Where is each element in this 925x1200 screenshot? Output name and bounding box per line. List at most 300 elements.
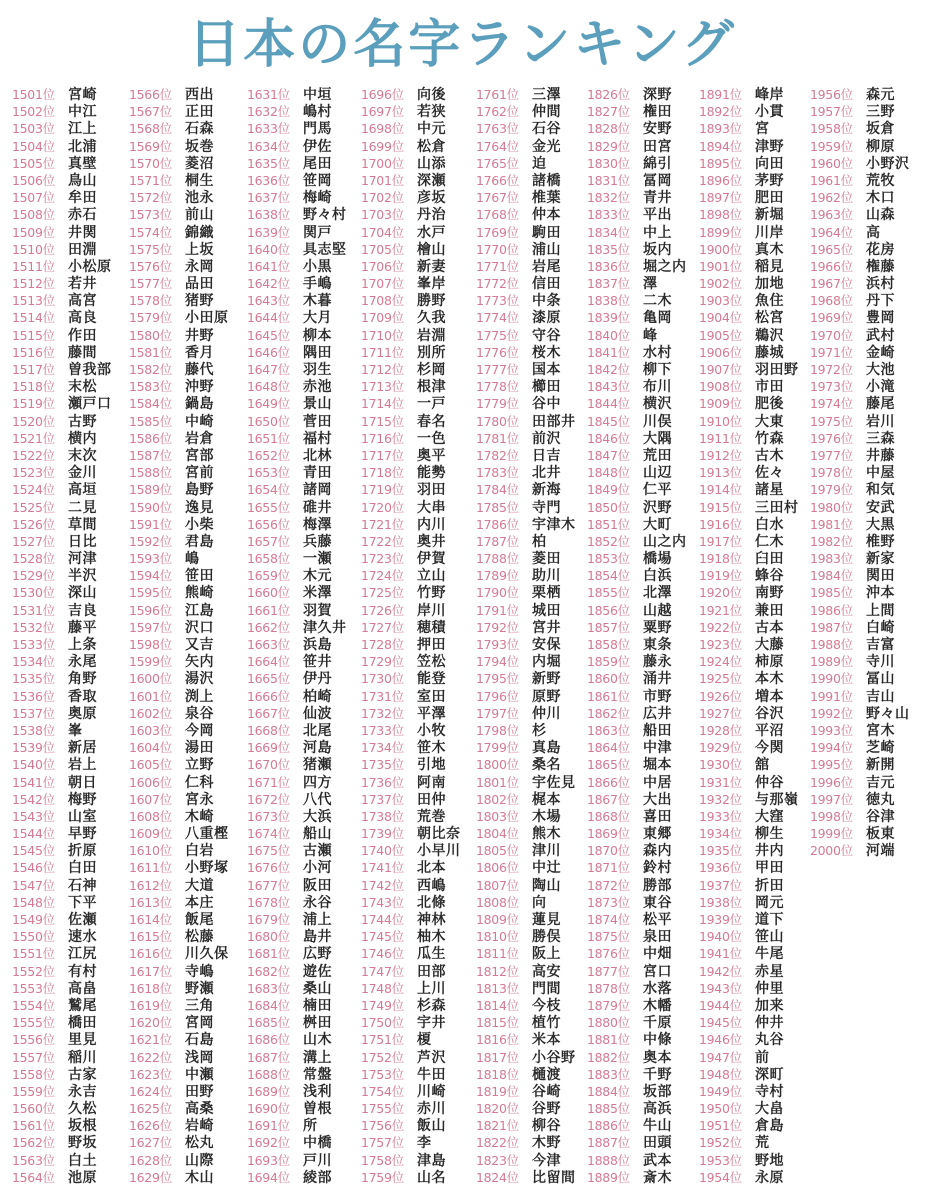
rank-label: 1942位 bbox=[699, 963, 742, 979]
surname-label: 柿原 bbox=[755, 654, 784, 671]
rank-label: 1756位 bbox=[361, 1118, 404, 1134]
rank-label: 1610位 bbox=[129, 843, 172, 859]
rank-label: 1876位 bbox=[587, 946, 630, 962]
rank-label: 1983位 bbox=[810, 551, 853, 567]
rank-label: 1798位 bbox=[476, 722, 519, 738]
rank-label: 1967位 bbox=[810, 276, 853, 292]
surname-label: 角野 bbox=[68, 671, 97, 688]
rank-label: 1945位 bbox=[699, 1015, 742, 1031]
ranking-entry bbox=[12, 189, 126, 206]
ranking-entry bbox=[247, 705, 361, 722]
surname-label: 牛尾 bbox=[755, 946, 784, 963]
surname-label: 鷲尾 bbox=[68, 997, 97, 1014]
ranking-entry bbox=[247, 395, 361, 412]
ranking-entry bbox=[587, 206, 701, 223]
surname-label: 八重樫 bbox=[185, 826, 229, 843]
ranking-entry bbox=[587, 224, 701, 241]
ranking-entry bbox=[699, 516, 813, 533]
rank-label: 1853位 bbox=[587, 551, 630, 567]
surname-label: 鈴村 bbox=[643, 860, 672, 877]
ranking-entry bbox=[699, 155, 813, 172]
rank-label: 1909位 bbox=[699, 396, 742, 412]
surname-label: 根津 bbox=[417, 379, 446, 396]
rank-label: 1823位 bbox=[476, 1152, 519, 1168]
page-title: 日本の名字ランキング bbox=[188, 15, 737, 75]
rank-label: 1813位 bbox=[476, 980, 519, 996]
surname-label: 永尾 bbox=[68, 654, 97, 671]
ranking-entry bbox=[699, 327, 813, 344]
rank-label: 1671位 bbox=[247, 774, 290, 790]
rank-label: 1551位 bbox=[12, 946, 55, 962]
rank-label: 1843位 bbox=[587, 379, 630, 395]
surname-label: 丸谷 bbox=[755, 1032, 784, 1049]
rank-label: 1623位 bbox=[129, 1066, 172, 1082]
ranking-entry bbox=[361, 877, 475, 894]
ranking-entry bbox=[361, 791, 475, 808]
ranking-entry bbox=[247, 584, 361, 601]
surname-label: 引地 bbox=[417, 757, 446, 774]
ranking-entry bbox=[699, 1134, 813, 1151]
surname-label: 高 bbox=[866, 224, 881, 241]
rank-label: 1679位 bbox=[247, 912, 290, 927]
surname-label: 古瀬 bbox=[303, 843, 332, 860]
ranking-entry bbox=[247, 825, 361, 842]
ranking-entry bbox=[129, 1100, 243, 1117]
surname-label: 大町 bbox=[643, 516, 672, 533]
rank-label: 1953位 bbox=[699, 1152, 742, 1168]
rank-label: 1664位 bbox=[247, 654, 290, 670]
ranking-entry bbox=[587, 911, 701, 928]
rank-label: 1667位 bbox=[247, 705, 290, 721]
surname-label: 内堀 bbox=[532, 654, 561, 671]
ranking-entry bbox=[587, 464, 701, 481]
rank-label: 1961位 bbox=[810, 172, 853, 188]
ranking-entry bbox=[361, 499, 475, 516]
rank-label: 1783位 bbox=[476, 465, 519, 481]
rank-label: 1829位 bbox=[587, 138, 630, 154]
rank-label: 1886位 bbox=[587, 1118, 630, 1134]
ranking-entry bbox=[587, 138, 701, 155]
surname-label: 深瀬 bbox=[417, 172, 446, 189]
surname-label: 白浜 bbox=[643, 568, 672, 585]
ranking-entry bbox=[247, 1049, 361, 1066]
surname-label: 常盤 bbox=[303, 1066, 332, 1083]
ranking-entry bbox=[476, 430, 590, 447]
rank-label: 1762位 bbox=[476, 104, 519, 120]
surname-label: 浦山 bbox=[532, 241, 561, 258]
rank-label: 1835位 bbox=[587, 241, 630, 257]
ranking-entry bbox=[476, 481, 590, 498]
rank-label: 1558位 bbox=[12, 1066, 55, 1082]
surname-label: 古野 bbox=[68, 413, 97, 430]
ranking-entry bbox=[810, 361, 924, 378]
surname-label: 奥本 bbox=[643, 1049, 672, 1066]
surname-label: 桝田 bbox=[303, 1015, 332, 1032]
surname-label: 平出 bbox=[643, 207, 672, 224]
ranking-entry bbox=[129, 653, 243, 670]
rank-label: 1789位 bbox=[476, 568, 519, 584]
ranking-entry bbox=[247, 499, 361, 516]
ranking-entry bbox=[587, 670, 701, 687]
ranking-entry bbox=[129, 705, 243, 722]
surname-label: 野坂 bbox=[68, 1135, 97, 1152]
surname-label: 井内 bbox=[755, 843, 784, 860]
ranking-entry bbox=[810, 516, 924, 533]
ranking-entry bbox=[12, 309, 126, 326]
ranking-entry bbox=[12, 791, 126, 808]
ranking-entry bbox=[361, 825, 475, 842]
surname-label: 杉 bbox=[532, 722, 547, 739]
rank-label: 1589位 bbox=[129, 482, 172, 498]
ranking-entry bbox=[699, 1031, 813, 1048]
rank-label: 1906位 bbox=[699, 344, 742, 360]
rank-label: 1636位 bbox=[247, 172, 290, 188]
surname-label: 信田 bbox=[532, 276, 561, 293]
ranking-entry bbox=[587, 567, 701, 584]
ranking-entry bbox=[361, 189, 475, 206]
ranking-entry bbox=[587, 172, 701, 189]
rank-label: 1804位 bbox=[476, 826, 519, 842]
surname-label: 芦沢 bbox=[417, 1049, 446, 1066]
rank-label: 1766位 bbox=[476, 172, 519, 188]
rank-label: 1600位 bbox=[129, 671, 172, 687]
rank-label: 1822位 bbox=[476, 1135, 519, 1151]
rank-label: 1517位 bbox=[12, 362, 55, 377]
ranking-entry bbox=[810, 791, 924, 808]
rank-label: 1832位 bbox=[587, 190, 630, 206]
surname-label: 池原 bbox=[68, 1169, 97, 1186]
rank-label: 1734位 bbox=[361, 740, 404, 756]
ranking-entry bbox=[129, 1083, 243, 1100]
rank-label: 1743位 bbox=[361, 894, 404, 910]
rank-label: 1965位 bbox=[810, 241, 853, 257]
surname-label: 井野 bbox=[185, 327, 214, 344]
ranking-entry bbox=[810, 189, 924, 206]
rank-label: 1698位 bbox=[361, 121, 404, 137]
surname-label: 浜村 bbox=[866, 276, 895, 293]
rank-label: 1765位 bbox=[476, 155, 519, 171]
rank-label: 1985位 bbox=[810, 585, 853, 601]
ranking-entry bbox=[587, 1152, 701, 1169]
ranking-entry bbox=[476, 791, 590, 808]
ranking-entry bbox=[587, 1049, 701, 1066]
surname-label: 飯尾 bbox=[185, 912, 214, 928]
surname-label: 吉元 bbox=[866, 774, 895, 791]
surname-label: 千原 bbox=[643, 1015, 672, 1032]
rank-label: 1528位 bbox=[12, 551, 55, 567]
surname-label: 石谷 bbox=[532, 121, 561, 138]
ranking-entry bbox=[699, 189, 813, 206]
rank-label: 1930位 bbox=[699, 757, 742, 773]
surname-label: 李 bbox=[417, 1135, 432, 1152]
ranking-entry bbox=[247, 447, 361, 464]
surname-label: 中橋 bbox=[303, 1135, 332, 1152]
rank-label: 1721位 bbox=[361, 516, 404, 532]
ranking-entry bbox=[587, 739, 701, 756]
rank-label: 1775位 bbox=[476, 327, 519, 343]
surname-label: 道下 bbox=[755, 912, 784, 928]
surname-label: 国本 bbox=[532, 362, 561, 378]
rank-label: 1714位 bbox=[361, 396, 404, 412]
surname-label: 浅岡 bbox=[185, 1049, 214, 1066]
surname-label: 泉谷 bbox=[185, 705, 214, 722]
surname-label: 米本 bbox=[532, 1032, 561, 1049]
surname-label: 谷崎 bbox=[532, 1083, 561, 1100]
surname-label: 島野 bbox=[185, 482, 214, 499]
surname-label: 豊岡 bbox=[866, 310, 895, 327]
ranking-entry bbox=[12, 739, 126, 756]
rank-label: 1735位 bbox=[361, 757, 404, 773]
ranking-entry bbox=[12, 1169, 126, 1186]
ranking-entry bbox=[810, 739, 924, 756]
ranking-entry bbox=[361, 859, 475, 876]
ranking-entry bbox=[361, 997, 475, 1014]
rank-label: 1678位 bbox=[247, 894, 290, 910]
surname-label: 稲川 bbox=[68, 1049, 97, 1066]
ranking-entry bbox=[361, 808, 475, 825]
ranking-entry bbox=[699, 361, 813, 378]
surname-label: 漆原 bbox=[532, 310, 561, 327]
surname-label: 石森 bbox=[185, 121, 214, 138]
surname-label: 中居 bbox=[643, 774, 672, 791]
rank-label: 1888位 bbox=[587, 1152, 630, 1168]
rank-label: 1626位 bbox=[129, 1118, 172, 1134]
surname-label: 木暮 bbox=[303, 293, 332, 310]
ranking-entry bbox=[810, 447, 924, 464]
ranking-entry bbox=[699, 567, 813, 584]
ranking-entry bbox=[361, 1014, 475, 1031]
ranking-entry bbox=[587, 1014, 701, 1031]
ranking-entry bbox=[476, 928, 590, 945]
rank-label: 1625位 bbox=[129, 1101, 172, 1117]
ranking-entry bbox=[810, 86, 924, 103]
ranking-entry bbox=[587, 963, 701, 980]
ranking-entry bbox=[12, 447, 126, 464]
ranking-entry bbox=[12, 670, 126, 687]
surname-label: 瀬戸口 bbox=[68, 396, 112, 413]
rank-label: 1622位 bbox=[129, 1049, 172, 1065]
ranking-entry bbox=[12, 361, 126, 378]
surname-label: 大畠 bbox=[755, 1101, 784, 1118]
surname-label: 大窪 bbox=[755, 808, 784, 825]
ranking-entry bbox=[12, 241, 126, 258]
surname-label: 北澤 bbox=[643, 585, 672, 602]
rank-label: 1557位 bbox=[12, 1049, 55, 1065]
surname-label: 桑山 bbox=[303, 980, 332, 997]
rank-label: 1708位 bbox=[361, 293, 404, 309]
surname-label: 峯 bbox=[68, 722, 83, 739]
surname-label: 三野 bbox=[866, 104, 895, 121]
surname-label: 高垣 bbox=[68, 482, 97, 499]
rank-label: 1898位 bbox=[699, 207, 742, 223]
rank-label: 1795位 bbox=[476, 671, 519, 687]
ranking-entry bbox=[587, 155, 701, 172]
ranking-entry bbox=[247, 516, 361, 533]
surname-label: 春名 bbox=[417, 413, 446, 430]
surname-label: 新堀 bbox=[755, 207, 784, 224]
surname-label: 橋場 bbox=[643, 551, 672, 568]
surname-label: 笹木 bbox=[417, 740, 446, 757]
rank-label: 1773位 bbox=[476, 293, 519, 309]
ranking-entry bbox=[699, 619, 813, 636]
surname-label: 伊賀 bbox=[417, 551, 446, 568]
rank-label: 1680位 bbox=[247, 929, 290, 945]
ranking-entry bbox=[587, 481, 701, 498]
rank-label: 1991位 bbox=[810, 688, 853, 704]
surname-label: 羽生 bbox=[303, 362, 332, 378]
rank-label: 1586位 bbox=[129, 430, 172, 446]
rank-label: 1881位 bbox=[587, 1032, 630, 1048]
surname-label: 東条 bbox=[643, 637, 672, 653]
surname-label: 羽賀 bbox=[303, 602, 332, 619]
rank-label: 1841位 bbox=[587, 344, 630, 360]
ranking-entry bbox=[12, 825, 126, 842]
rank-label: 1579位 bbox=[129, 310, 172, 326]
ranking-entry bbox=[361, 550, 475, 567]
surname-label: 岡元 bbox=[755, 894, 784, 911]
rank-label: 1547位 bbox=[12, 877, 55, 893]
rank-label: 1608位 bbox=[129, 808, 172, 824]
rank-label: 1758位 bbox=[361, 1152, 404, 1168]
surname-label: 赤池 bbox=[303, 379, 332, 396]
surname-label: 荒牧 bbox=[866, 172, 895, 189]
ranking-entry bbox=[699, 86, 813, 103]
surname-label: 魚住 bbox=[755, 293, 784, 310]
surname-label: 仲間 bbox=[532, 104, 561, 121]
ranking-entry bbox=[361, 103, 475, 120]
rank-label: 1974位 bbox=[810, 396, 853, 412]
ranking-entry bbox=[699, 1049, 813, 1066]
rank-label: 1534位 bbox=[12, 654, 55, 670]
ranking-column bbox=[247, 86, 361, 1186]
ranking-entry bbox=[587, 103, 701, 120]
surname-label: 高桑 bbox=[185, 1101, 214, 1118]
surname-label: 宮崎 bbox=[68, 87, 97, 103]
surname-label: 景山 bbox=[303, 396, 332, 413]
rank-label: 1677位 bbox=[247, 877, 290, 893]
rank-label: 1599位 bbox=[129, 654, 172, 670]
rank-label: 1632位 bbox=[247, 104, 290, 120]
ranking-entry bbox=[129, 877, 243, 894]
rank-label: 1998位 bbox=[810, 808, 853, 824]
surname-label: 安武 bbox=[866, 499, 895, 516]
surname-label: 小河 bbox=[303, 860, 332, 877]
rank-label: 1921位 bbox=[699, 602, 742, 618]
rank-label: 1878位 bbox=[587, 980, 630, 996]
surname-label: 小谷野 bbox=[532, 1049, 576, 1066]
rank-label: 1949位 bbox=[699, 1083, 742, 1099]
ranking-entry bbox=[361, 447, 475, 464]
ranking-entry bbox=[247, 430, 361, 447]
rank-label: 1950位 bbox=[699, 1101, 742, 1117]
rank-label: 1642位 bbox=[247, 276, 290, 292]
ranking-entry bbox=[699, 688, 813, 705]
ranking-entry bbox=[361, 722, 475, 739]
ranking-entry bbox=[129, 447, 243, 464]
ranking-entry bbox=[12, 1117, 126, 1134]
surname-label: 植竹 bbox=[532, 1015, 561, 1032]
rank-label: 1538位 bbox=[12, 722, 55, 738]
surname-label: 若狭 bbox=[417, 104, 446, 121]
rank-label: 1993位 bbox=[810, 722, 853, 738]
surname-label: 綾部 bbox=[303, 1169, 332, 1186]
ranking-entry bbox=[12, 756, 126, 773]
rank-label: 1674位 bbox=[247, 826, 290, 842]
rank-label: 1587位 bbox=[129, 447, 172, 463]
ranking-entry bbox=[129, 499, 243, 516]
rank-label: 1754位 bbox=[361, 1083, 404, 1099]
rank-label: 1768位 bbox=[476, 207, 519, 223]
surname-label: 関田 bbox=[866, 568, 895, 585]
surname-label: 樋渡 bbox=[532, 1066, 561, 1083]
rank-label: 1740位 bbox=[361, 843, 404, 859]
surname-label: 永吉 bbox=[68, 1083, 97, 1100]
rank-label: 1916位 bbox=[699, 516, 742, 532]
rank-label: 1710位 bbox=[361, 327, 404, 343]
rank-label: 1786位 bbox=[476, 516, 519, 532]
surname-label: 増本 bbox=[755, 688, 784, 705]
surname-label: 中畑 bbox=[643, 946, 672, 963]
ranking-entry bbox=[810, 413, 924, 430]
rank-label: 1779位 bbox=[476, 396, 519, 412]
ranking-entry bbox=[476, 361, 590, 378]
rank-label: 1929位 bbox=[699, 740, 742, 756]
rank-label: 1556位 bbox=[12, 1032, 55, 1048]
rank-label: 1884位 bbox=[587, 1083, 630, 1099]
rank-label: 1673位 bbox=[247, 808, 290, 824]
surname-label: 野地 bbox=[755, 1152, 784, 1169]
ranking-entry bbox=[699, 705, 813, 722]
rank-label: 1976位 bbox=[810, 430, 853, 446]
surname-label: 山際 bbox=[185, 1152, 214, 1169]
rank-label: 1687位 bbox=[247, 1049, 290, 1065]
ranking-entry bbox=[587, 705, 701, 722]
surname-label: 中条 bbox=[532, 293, 561, 310]
ranking-entry bbox=[699, 103, 813, 120]
ranking-entry bbox=[247, 189, 361, 206]
rank-label: 1940位 bbox=[699, 929, 742, 945]
ranking-entry bbox=[476, 1152, 590, 1169]
ranking-entry bbox=[587, 430, 701, 447]
surname-label: 瓜生 bbox=[417, 946, 446, 963]
surname-label: 新海 bbox=[532, 482, 561, 499]
rank-label: 1855位 bbox=[587, 585, 630, 601]
rank-label: 1764位 bbox=[476, 138, 519, 154]
ranking-entry bbox=[247, 292, 361, 309]
surname-label: 前 bbox=[755, 1049, 770, 1066]
rank-label: 1857位 bbox=[587, 619, 630, 635]
ranking-entry bbox=[587, 980, 701, 997]
surname-label: 安野 bbox=[643, 121, 672, 138]
ranking-entry bbox=[699, 1152, 813, 1169]
ranking-entry bbox=[361, 1152, 475, 1169]
rank-label: 1780位 bbox=[476, 413, 519, 429]
ranking-entry bbox=[361, 361, 475, 378]
rank-label: 1954位 bbox=[699, 1169, 742, 1185]
surname-label: 小早川 bbox=[417, 843, 461, 860]
rank-label: 1550位 bbox=[12, 929, 55, 945]
rank-label: 1989位 bbox=[810, 654, 853, 670]
rank-label: 1831位 bbox=[587, 172, 630, 188]
surname-label: 橋田 bbox=[68, 1015, 97, 1032]
ranking-entry bbox=[476, 464, 590, 481]
surname-label: 沢口 bbox=[185, 619, 214, 636]
surname-label: 吉山 bbox=[866, 688, 895, 705]
rank-label: 1694位 bbox=[247, 1169, 290, 1185]
ranking-entry bbox=[12, 258, 126, 275]
rank-label: 1598位 bbox=[129, 637, 172, 652]
rank-label: 1639位 bbox=[247, 224, 290, 240]
